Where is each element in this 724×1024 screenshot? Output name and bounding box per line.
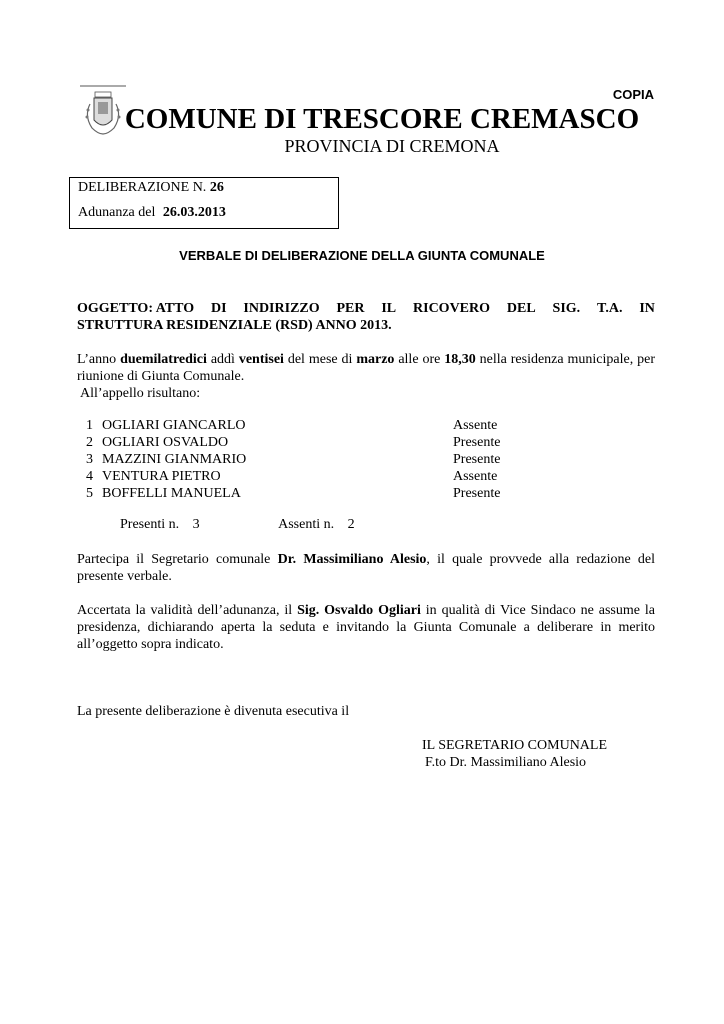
- list-item: [86, 485, 566, 502]
- meeting-month: marzo: [356, 352, 395, 367]
- presidency-paragraph: [77, 602, 655, 653]
- member-status: Presente: [453, 486, 501, 501]
- subject-word: IN: [639, 301, 655, 316]
- deliberation-number-row: [78, 180, 224, 196]
- province-subtitle: PROVINCIA DI CREMONA: [284, 136, 500, 156]
- member-number: 3: [86, 452, 93, 467]
- meeting-day: ventisei: [238, 352, 284, 367]
- meeting-paragraph: [77, 351, 655, 385]
- secretary-name: Dr. Massimiliano Alesio: [277, 552, 427, 567]
- subject-word: IL: [381, 301, 397, 316]
- meeting-text: L’anno: [77, 352, 121, 367]
- member-name: BOFFELLI MANUELA: [102, 486, 241, 501]
- member-name: MAZZINI GIANMARIO: [102, 452, 247, 467]
- list-item: [86, 434, 566, 451]
- subject-line-1: OGGETTO: ATTO DI INDIRIZZO PER IL RICOVERO DEL SIG. T.A. IN: [77, 301, 655, 316]
- meeting-date-row: [78, 205, 226, 221]
- meeting-text: del mese di: [283, 352, 357, 367]
- subject-word: T.A.: [597, 301, 623, 316]
- member-name: OGLIARI GIANCARLO: [102, 418, 246, 433]
- meeting-text: nella residenza municipale, per riunione di Giunta Comunale.: [77, 352, 655, 384]
- member-name: OGLIARI OSVALDO: [102, 435, 229, 450]
- meeting-date: 26.03.2013: [162, 205, 226, 220]
- presidency-text: Accertata la validità dell’adunanza, il: [77, 603, 298, 618]
- subject-label: OGGETTO: [77, 301, 149, 316]
- meeting-year: duemilatredici: [120, 352, 207, 367]
- absent-count-label: Assenti n.: [278, 517, 335, 532]
- subject-word: PER: [336, 301, 365, 316]
- secretary-paragraph: [77, 551, 655, 585]
- list-item: [86, 468, 566, 485]
- deliberation-number: 26: [209, 180, 224, 195]
- signature-title: IL SEGRETARIO COMUNALE: [422, 738, 608, 753]
- member-number: 5: [86, 486, 93, 501]
- deliberation-box: [69, 177, 339, 229]
- member-number: 2: [86, 435, 93, 450]
- member-number: 1: [86, 418, 93, 433]
- municipality-title: COMUNE DI TRESCORE CREMASCO: [124, 103, 640, 135]
- present-count-label: Presenti n.: [120, 517, 180, 532]
- members-list: [86, 417, 566, 502]
- attendance-counts: [120, 517, 355, 533]
- president-name: Sig. Osvaldo Ogliari: [297, 603, 421, 618]
- meeting-date-label: Adunanza del: [78, 205, 156, 220]
- member-number: 4: [86, 469, 93, 484]
- meeting-time: 18,30: [444, 352, 476, 367]
- list-item: [86, 451, 566, 468]
- secretary-text: Partecipa il Segretario comunale: [77, 552, 278, 567]
- subject-word: ATTO: [155, 301, 195, 316]
- subject-word: INDIRIZZO: [243, 301, 320, 316]
- subject-word: RICOVERO: [413, 301, 491, 316]
- deliberation-number-label: DELIBERAZIONE N.: [78, 180, 207, 195]
- member-status: Presente: [453, 435, 501, 450]
- secretary-text: , il quale provvede alla redazione del presente verbale.: [77, 552, 655, 584]
- meeting-text: alle ore: [394, 352, 445, 367]
- presidency-text: in qualità di Vice Sindaco ne assume la presidenza, dichiarando aperta la seduta e invitando la Giunta Comunale a deliberare in merito all’oggetto sopra indicato.: [77, 603, 655, 652]
- meeting-text: addì: [206, 352, 239, 367]
- subject-word: DI: [210, 301, 227, 316]
- list-item: [86, 417, 566, 434]
- member-name: VENTURA PIETRO: [102, 469, 221, 484]
- subject-word: SIG.: [552, 301, 581, 316]
- absent-count: 2: [347, 517, 355, 532]
- executive-statement: La presente deliberazione è divenuta esecutiva il: [77, 704, 350, 719]
- signature-block: [422, 737, 607, 771]
- copy-label: COPIA: [612, 87, 654, 102]
- document-heading: VERBALE DI DELIBERAZIONE DELLA GIUNTA COMUNALE: [179, 248, 545, 263]
- subject-block: [77, 300, 655, 334]
- member-status: Assente: [453, 418, 498, 433]
- member-status: Assente: [453, 469, 498, 484]
- subject-word: DEL: [506, 301, 536, 316]
- signature-name: F.to Dr. Massimiliano Alesio: [425, 755, 587, 770]
- subject-line-2: STRUTTURA RESIDENZIALE (RSD) ANNO 2013.: [77, 318, 392, 333]
- member-status: Presente: [453, 452, 501, 467]
- roll-call-text: All’appello risultano:: [80, 386, 201, 401]
- present-count: 3: [192, 517, 200, 532]
